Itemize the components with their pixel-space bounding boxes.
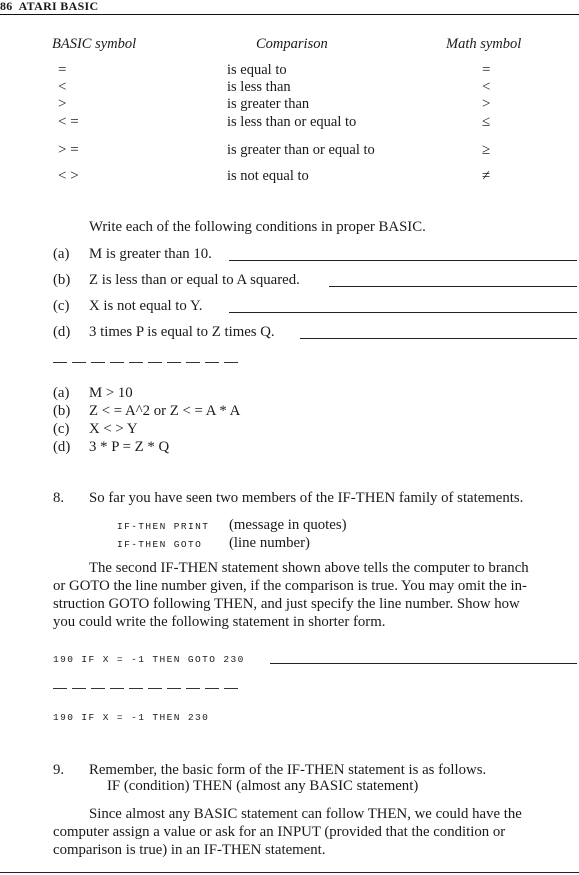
running-header	[0, 0, 98, 14]
answer-blank[interactable]	[300, 338, 577, 339]
exercise-question: 3 times P is equal to Z times Q.	[89, 324, 275, 340]
page-number: 86	[0, 0, 13, 13]
basic-symbol: =	[58, 62, 67, 78]
comparison-text: is less than or equal to	[227, 114, 357, 130]
answer-text: 3 * P = Z * Q	[89, 439, 170, 455]
basic-symbol: <	[58, 79, 67, 95]
code-question: 190 IF X = -1 THEN GOTO 230	[53, 654, 245, 665]
syntax-form: IF (condition) THEN (almost any BASIC statement)	[107, 778, 419, 794]
math-symbol: <	[482, 79, 491, 95]
answer-text: Z < = A^2 or Z < = A * A	[89, 403, 241, 419]
exercise-question: X is not equal to Y.	[89, 298, 203, 314]
answer-text: X < > Y	[89, 421, 138, 437]
answer-text: M > 10	[89, 385, 133, 401]
exercise-label: (d)	[53, 324, 71, 340]
math-symbol: =	[482, 62, 491, 78]
math-symbol: >	[482, 96, 491, 112]
table-header-basic: BASIC symbol	[52, 36, 137, 52]
answer-blank[interactable]	[270, 663, 577, 664]
section-number: 9.	[53, 762, 65, 778]
exercise-question: Z is less than or equal to A squared.	[89, 272, 300, 288]
table-header-math: Math symbol	[446, 36, 522, 52]
paragraph-line: struction GOTO following THEN, and just specify the line number. Show how	[53, 596, 520, 612]
section-intro: Remember, the basic form of the IF-THEN statement is as follows.	[89, 762, 487, 778]
section-number: 8.	[53, 490, 65, 506]
exercise-label: (c)	[53, 298, 70, 314]
math-symbol: ≥	[482, 142, 491, 158]
answer-blank[interactable]	[329, 286, 577, 287]
paragraph-line: Since almost any BASIC statement can follow THEN, we could have the	[89, 806, 522, 822]
paragraph-line: computer assign a value or ask for an INPUT (provided that the condition or	[53, 824, 506, 840]
section-intro: So far you have seen two members of the IF-THEN family of statements.	[89, 490, 524, 506]
code-form-desc: (message in quotes)	[229, 517, 347, 533]
paragraph-line: or GOTO the line number given, if the comparison is true. You may omit the in-	[53, 578, 527, 594]
header-rule	[0, 14, 579, 15]
footer-rule	[0, 872, 579, 873]
basic-symbol: < >	[58, 168, 79, 184]
paragraph-line: you could write the following statement in shorter form.	[53, 614, 386, 630]
code-form: IF-THEN PRINT	[117, 521, 210, 532]
book-title: ATARI BASIC	[18, 0, 99, 13]
comparison-text: is equal to	[227, 62, 287, 78]
table-header-comparison: Comparison	[256, 36, 328, 52]
exercise-label: (a)	[53, 246, 70, 262]
comparison-text: is not equal to	[227, 168, 309, 184]
comparison-text: is greater than	[227, 96, 310, 112]
answer-blank[interactable]	[229, 312, 577, 313]
exercise-prompt: Write each of the following conditions in proper BASIC.	[89, 219, 426, 235]
code-form-desc: (line number)	[229, 535, 310, 551]
comparison-text: is greater than or equal to	[227, 142, 375, 158]
exercise-label: (b)	[53, 272, 71, 288]
comparison-text: is less than	[227, 79, 291, 95]
exercise-question: M is greater than 10.	[89, 246, 212, 262]
basic-symbol: >	[58, 96, 67, 112]
code-answer: 190 IF X = -1 THEN 230	[53, 712, 210, 723]
basic-symbol: > =	[58, 142, 79, 158]
answer-blank[interactable]	[229, 260, 577, 261]
answer-label: (a)	[53, 385, 70, 401]
math-symbol: ≤	[482, 114, 491, 130]
answer-label: (c)	[53, 421, 70, 437]
code-form: IF-THEN GOTO	[117, 539, 203, 550]
basic-symbol: < =	[58, 114, 79, 130]
answer-label: (d)	[53, 439, 71, 455]
paragraph-line: The second IF-THEN statement shown above tells the computer to branch	[89, 560, 529, 576]
answer-label: (b)	[53, 403, 71, 419]
math-symbol: ≠	[482, 168, 491, 184]
paragraph-line: comparison is true) in an IF-THEN statement.	[53, 842, 326, 858]
